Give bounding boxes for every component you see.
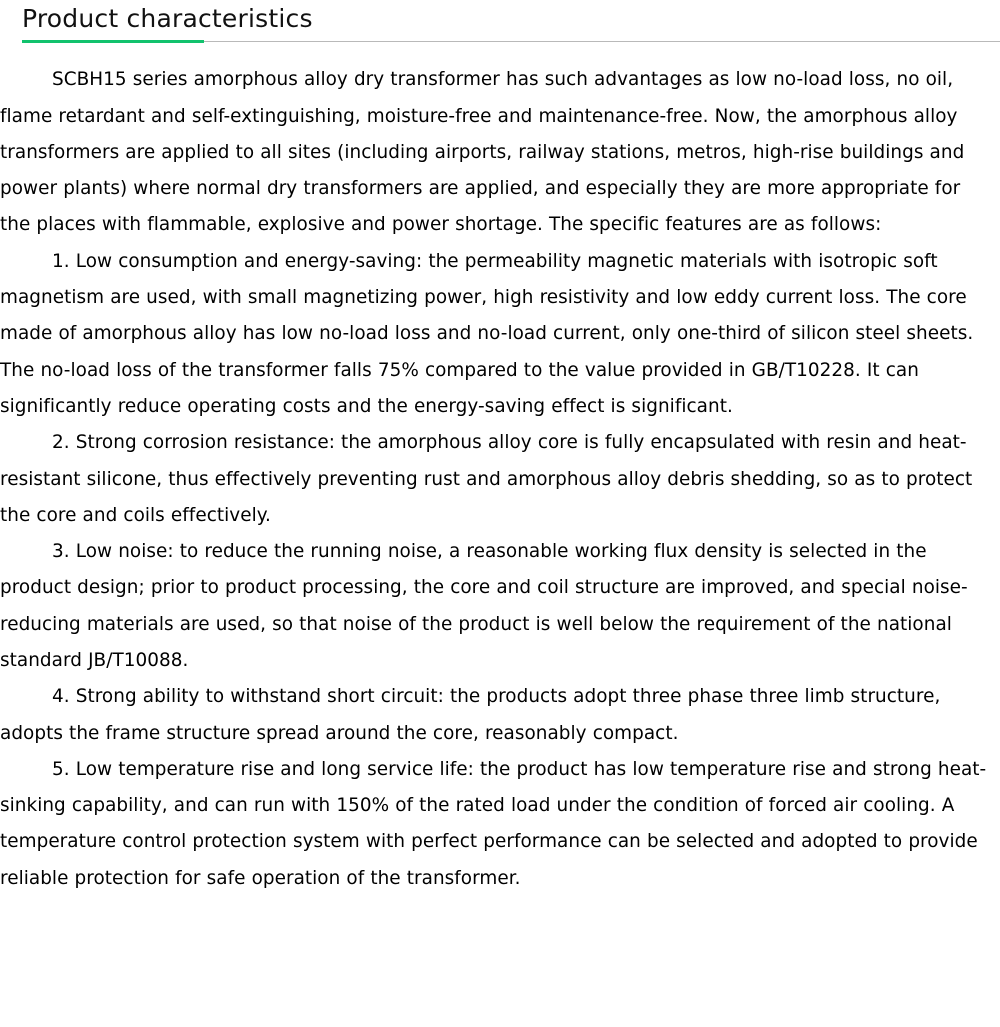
paragraph-intro: SCBH15 series amorphous alloy dry transformer has such advantages as low no-load loss, no oil, flame retardant and self-extinguishing, moisture-free and maintenance-free. Now, the amorphous alloy transformers are applied to all sites (including airports, railway stations, metros, high-rise buildings and power plants) where normal dry transformers are applied, and especially they are more appropriate for the places with flammable, explosive and power shortage. The specific features are as follows: <box>0 69 965 236</box>
paragraph-feature-3: 3. Low noise: to reduce the running noise, a reasonable working flux density is selected in the product design; prior to product processing, the core and coil structure are improved, and special noise-reducing materials are used, so that noise of the product is well below the requirement of the national standard JB/T10088. <box>0 541 968 671</box>
paragraph-feature-1: 1. Low consumption and energy-saving: the permeability magnetic materials with isotropic soft magnetism are used, with small magnetizing power, high resistivity and low eddy current loss. The core made of amorphous alloy has low no-load loss and no-load current, only one-third of silicon steel sheets. The no-load loss of the transformer falls 75% compared to the value provided in GB/T10228. It can significantly reduce operating costs and the energy-saving effect is significant. <box>0 250 974 417</box>
title-block <box>0 0 1000 44</box>
paragraph-feature-2: 2. Strong corrosion resistance: the amorphous alloy core is fully encapsulated with resin and heat-resistant silicone, thus effectively preventing rust and amorphous alloy debris shedding, so as to protect the core and coils effectively. <box>0 432 973 526</box>
paragraph-feature-5: 5. Low temperature rise and long service life: the product has low temperature rise and strong heat-sinking capability, and can run with 150% of the rated load under the condition of forced air cooling. A temperature control protection system with perfect performance can be selected and adopted to provide reliable protection for safe operation of the transformer. <box>0 758 987 889</box>
page-title: Product characteristics <box>22 4 313 33</box>
divider-accent <box>22 40 204 43</box>
title-divider <box>22 40 1000 44</box>
paragraph-feature-4: 4. Strong ability to withstand short circuit: the products adopt three phase three limb structure, adopts the frame structure spread around the core, reasonably compact. <box>0 686 941 744</box>
body-content <box>0 62 1000 897</box>
